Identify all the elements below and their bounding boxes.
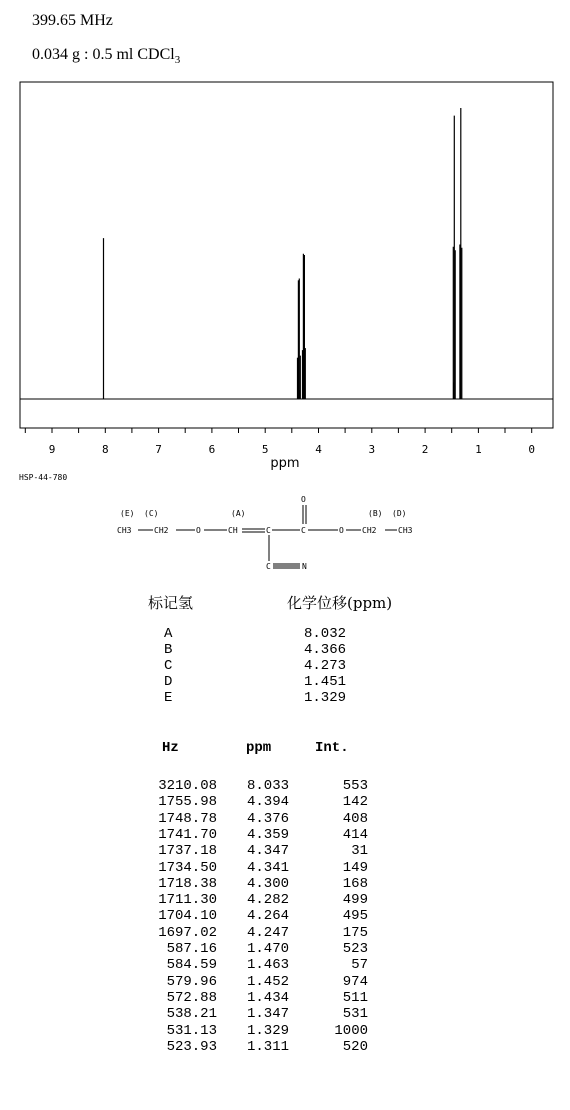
atom-c-carbonyl: C [301, 526, 306, 535]
atom-ch3-left: CH3 [117, 526, 132, 535]
assignment-row-ppm: 8.032 [304, 626, 347, 642]
peak-row-int: 553 [342, 778, 368, 794]
peak-row-hz: 572.88 [166, 989, 217, 1006]
peak-row-hz: 1741.70 [158, 826, 217, 843]
bonds [138, 505, 397, 568]
peak-row-int: 57 [351, 957, 368, 974]
x-axis-label: ppm [270, 456, 300, 470]
x-tick-label: 8 [101, 443, 109, 456]
assignment-row-ppm: 1.329 [304, 690, 347, 706]
x-tick-label: 4 [315, 443, 322, 456]
peak-row-ppm: 1.452 [246, 973, 289, 990]
peak-row-hz: 531.13 [166, 1022, 217, 1039]
assignment-row-ppm: 1.451 [304, 674, 347, 690]
assignment-row-ppm: 4.273 [304, 658, 347, 674]
peak-row-ppm: 4.282 [246, 892, 289, 909]
peak-row-hz: 584.59 [166, 957, 217, 974]
peak-row-hz: 587.16 [166, 941, 217, 957]
peak-row-hz: 3210.08 [158, 778, 217, 794]
peak-row-ppm: 1.311 [246, 1038, 289, 1055]
x-tick-label: 5 [261, 443, 269, 456]
peak-row-ppm: 4.347 [246, 843, 289, 860]
peak-row-ppm: 4.376 [246, 810, 289, 827]
label-D: (D) [392, 509, 407, 518]
peak-header-ppm: ppm [246, 740, 272, 756]
assignment-row-label: B [164, 642, 173, 658]
peak-header-hz: Hz [162, 740, 179, 756]
label-A: (A) [231, 509, 246, 518]
atom-ch2-right: CH2 [362, 526, 377, 535]
peak-row-hz: 1755.98 [158, 794, 217, 811]
peak-row-ppm: 4.341 [246, 859, 289, 876]
peak-row-int: 31 [351, 843, 368, 860]
x-tick-label: 1 [475, 443, 482, 456]
peak-row-ppm: 4.394 [246, 794, 289, 811]
peak-row-hz: 579.96 [166, 973, 217, 990]
label-B: (B) [368, 509, 383, 518]
atom-o-right: O [339, 526, 344, 535]
peak-row-int: 523 [342, 941, 368, 957]
peak-row-ppm: 8.033 [246, 778, 289, 794]
x-tick-label: 6 [208, 443, 216, 456]
peak-row-ppm: 4.359 [246, 826, 289, 843]
peak-row-ppm: 1.347 [246, 1006, 289, 1023]
assignment-header-label: 标记氢 [148, 594, 194, 612]
x-tick-label: 2 [421, 443, 429, 456]
peak-row-int: 168 [342, 875, 368, 892]
peak-row-hz: 1711.30 [158, 892, 217, 909]
peak-row-int: 511 [342, 989, 368, 1006]
sample-label-main: 0.034 g : 0.5 ml CDCl [32, 46, 175, 63]
label-E: (E) [120, 509, 135, 518]
peak-row-hz: 1718.38 [158, 875, 217, 892]
peak-row-ppm: 1.470 [246, 941, 289, 957]
peak-row-int: 520 [342, 1038, 368, 1055]
atom-n: N [302, 562, 307, 571]
assignment-row-ppm: 4.366 [304, 642, 347, 658]
peak-header-int: Int. [315, 740, 349, 756]
atom-o-left: O [196, 526, 201, 535]
sample-label-subscript: 3 [174, 54, 181, 67]
spectrum-code: HSP-44-780 [19, 473, 68, 482]
peak-row-ppm: 4.264 [246, 908, 289, 925]
peak-row-hz: 538.21 [166, 1006, 217, 1023]
assignment-row-label: C [164, 658, 173, 674]
peak-row-int: 499 [342, 892, 368, 909]
assignment-row-label: D [164, 674, 173, 690]
atom-ch3-right: CH3 [398, 526, 413, 535]
frequency-label: 399.65 MHz [32, 12, 113, 29]
peak-row-int: 408 [342, 810, 368, 827]
peak-row-ppm: 1.434 [246, 989, 289, 1006]
label-C: (C) [144, 509, 159, 518]
peak-row-hz: 1704.10 [158, 908, 217, 925]
assignment-row-label: E [164, 690, 173, 706]
peak-row-int: 175 [342, 924, 368, 941]
x-tick-label: 3 [368, 443, 376, 456]
peak-row-ppm: 1.329 [246, 1022, 289, 1039]
atom-o-carbonyl: O [301, 495, 306, 504]
peak-row-hz: 1737.18 [158, 843, 217, 860]
peak-row-ppm: 4.247 [246, 924, 289, 941]
peak-row-ppm: 4.300 [246, 875, 289, 892]
peak-row-hz: 1734.50 [158, 859, 217, 876]
x-tick-label: 9 [48, 443, 56, 456]
assignment-row-label: A [164, 626, 173, 642]
assignment-header-shift: 化学位移(ppm) [287, 594, 393, 612]
atom-c-alkene: C [266, 526, 271, 535]
peak-row-int: 531 [342, 1006, 368, 1023]
peak-row-int: 1000 [334, 1022, 368, 1039]
x-tick-label: 7 [155, 443, 162, 456]
peak-row-int: 142 [342, 794, 368, 811]
peak-row-int: 149 [342, 859, 368, 876]
peak-row-hz: 1748.78 [158, 810, 217, 827]
peak-row-int: 974 [342, 973, 368, 990]
atom-c-nitrile: C [266, 562, 271, 571]
peak-row-hz: 523.93 [166, 1038, 217, 1055]
x-tick-label: 0 [528, 443, 536, 456]
atom-ch: CH [228, 526, 238, 535]
peak-row-int: 495 [342, 908, 368, 925]
peak-row-hz: 1697.02 [158, 924, 217, 941]
atom-ch2-left: CH2 [154, 526, 169, 535]
peak-row-int: 414 [342, 826, 368, 843]
peak-row-ppm: 1.463 [246, 957, 289, 974]
